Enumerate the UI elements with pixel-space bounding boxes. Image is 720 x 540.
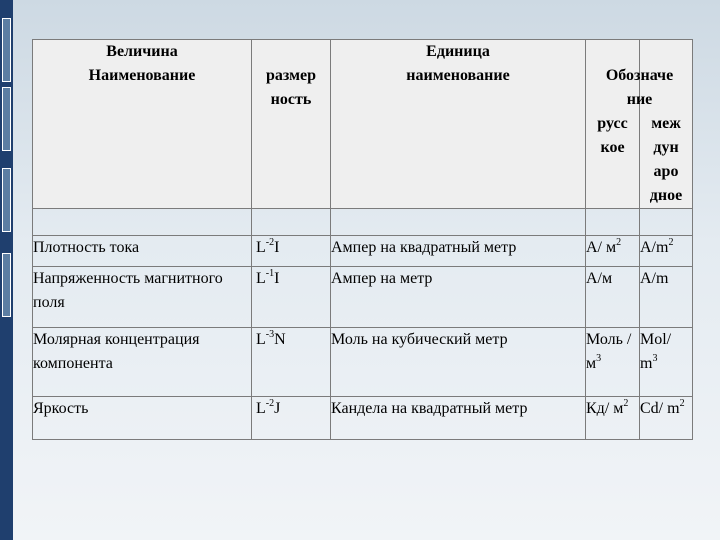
header-dimension-line2: ность <box>270 91 312 108</box>
quantity-name-cell: Молярная концентрация компонента <box>33 328 252 397</box>
unit-name-cell: Ампер на метр <box>331 267 586 328</box>
header-quantity-name-label: Наименование <box>88 67 196 84</box>
unit-name-cell: Кандела на квадратный метр <box>331 397 586 440</box>
sidebar-decor-block <box>2 168 11 232</box>
header-quantity-name <box>33 40 252 209</box>
table-row <box>33 267 693 328</box>
intl-symbol-cell: $A/m^2$ <box>640 236 693 267</box>
table-row <box>33 328 693 397</box>
header-unit-name <box>331 40 586 209</box>
ru-symbol-cell: А/ $м^2$ <box>586 236 640 267</box>
sidebar-decor-block <box>2 18 11 82</box>
header-group-quantity: Величина <box>106 43 178 60</box>
left-sidebar-bar <box>0 0 13 540</box>
dimension-cell: $L^{-1}I$ <box>252 267 331 328</box>
ru-symbol-cell: Кд/ $м^2$ <box>586 397 640 440</box>
table-row <box>33 397 693 440</box>
quantity-name-cell: Яркость <box>33 397 252 440</box>
header-designation-line2: ние <box>626 91 653 108</box>
quantity-name-cell: Плотность тока <box>33 236 252 267</box>
header-russian-line2: кое <box>600 139 625 156</box>
spacer-row <box>33 209 693 236</box>
header-intl-line4: дное <box>649 187 683 204</box>
unit-name-cell: Моль на кубический метр <box>331 328 586 397</box>
header-designation <box>586 64 693 112</box>
dimension-cell: $L^{-2}I$ <box>252 236 331 267</box>
intl-symbol-cell: A/m <box>640 267 693 328</box>
units-table <box>32 39 693 440</box>
header-group-unit: Единица <box>426 43 490 60</box>
dimension-cell: $L^{-2}J$ <box>252 397 331 440</box>
header-intl-line2: дун <box>653 139 679 156</box>
header-row <box>33 40 693 209</box>
header-intl-line1: меж <box>651 115 681 132</box>
sidebar-decor-block <box>2 253 11 317</box>
ru-symbol-cell: А/м <box>586 267 640 328</box>
sidebar-decor-block <box>2 87 11 151</box>
header-russian-line1: русс <box>597 115 628 132</box>
intl-symbol-cell: Mol/ $m^3$ <box>640 328 693 397</box>
header-intl-line3: аро <box>653 163 679 180</box>
header-dimension <box>252 40 331 209</box>
ru-symbol-cell: Моль / $м^3$ <box>586 328 640 397</box>
quantity-name-cell: Напряженность магнитного поля <box>33 267 252 328</box>
intl-symbol-cell: Cd/ $m^2$ <box>640 397 693 440</box>
header-dimension-line1: размер <box>266 67 316 84</box>
header-designation-line1: Обозначе <box>605 67 674 84</box>
dimension-cell: $L^{-3}N$ <box>252 328 331 397</box>
header-unit-name-label: наименование <box>406 67 510 84</box>
table-row <box>33 236 693 267</box>
unit-name-cell: Ампер на квадратный метр <box>331 236 586 267</box>
